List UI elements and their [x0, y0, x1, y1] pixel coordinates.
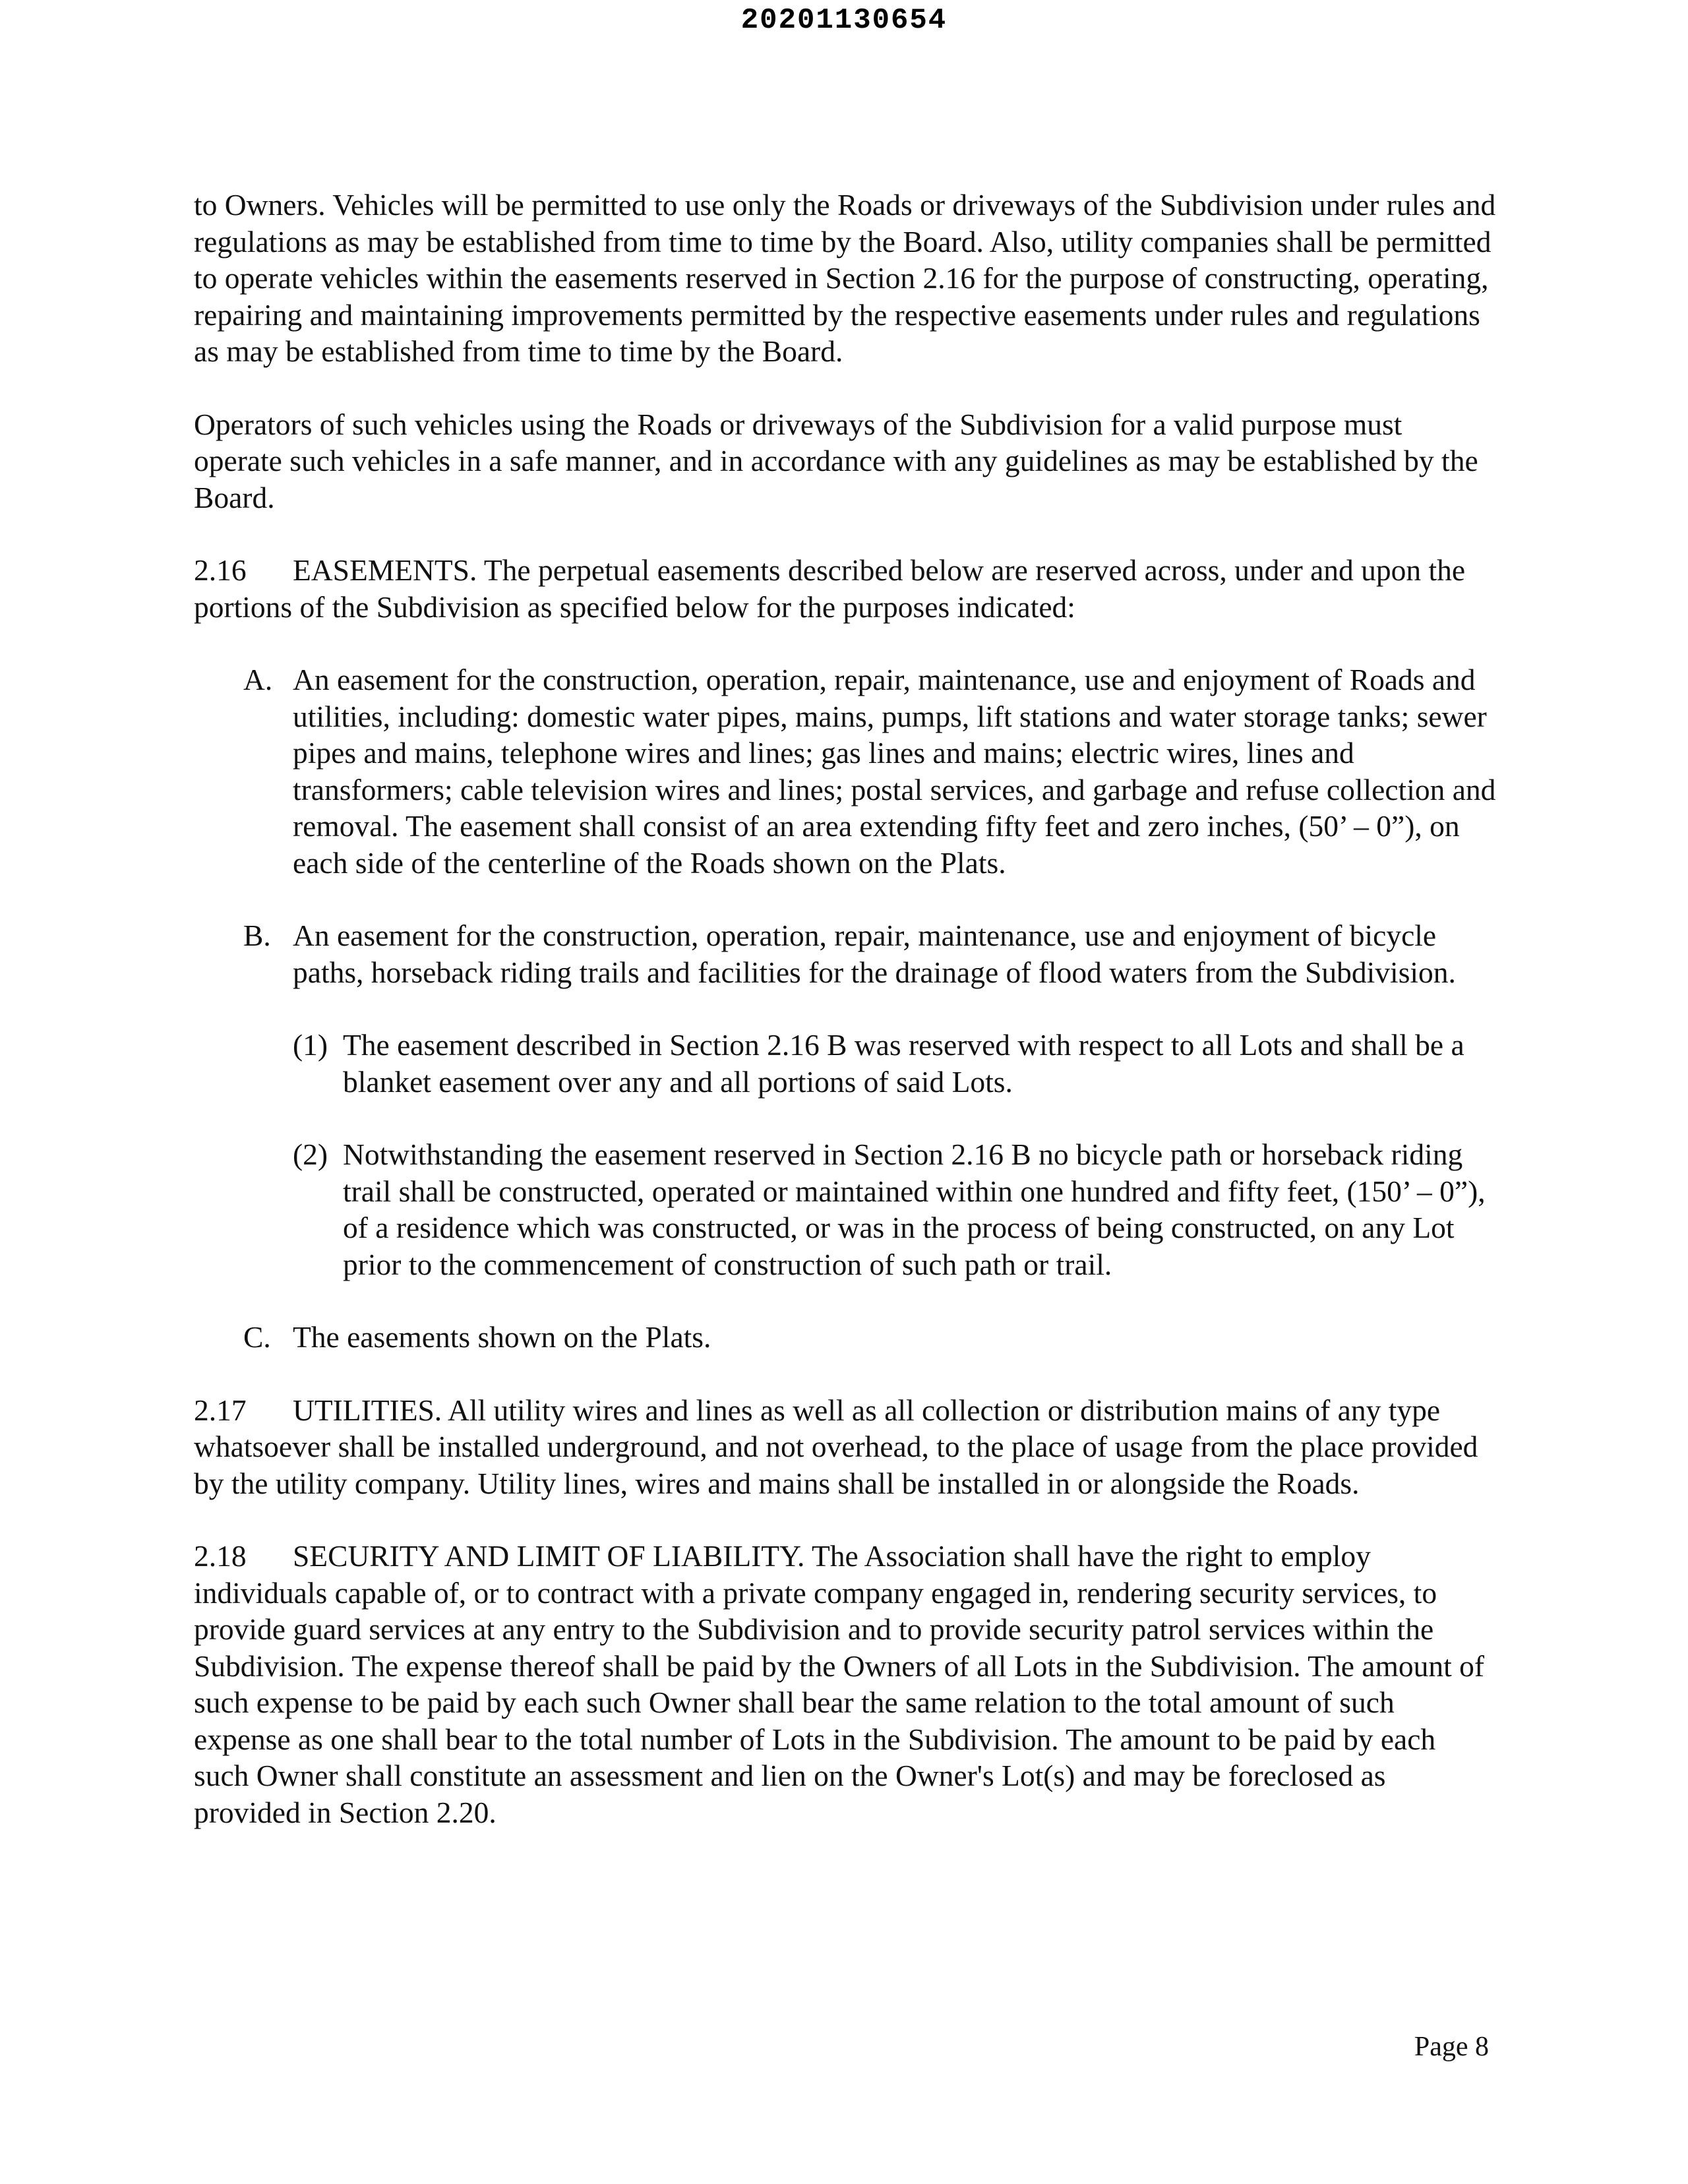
sub-list-marker: (2) — [293, 1138, 328, 1171]
list-marker: C. — [243, 1320, 271, 1354]
section-2-16 — [194, 552, 1496, 625]
sub-item-text: Notwithstanding the easement reserved in Section 2.16 B no bicycle path or horseback riding trail shall be constructed, operated or maintained within one hundred and fifty feet, (150’ – 0”), of a residence which was constructed, or was in the process of being constructed, on any Lot prior to the commencement of construction of such path or trail. — [343, 1138, 1486, 1281]
list-item-text: An easement for the construction, operation, repair, maintenance, use and enjoyment of Roads and utilities, including: domestic water pipes, mains, pumps, lift stations and water storage tanks; sewer pipes and mains, telephone wires and lines; gas lines and mains; electric wires, lines and transformers; cable television wires and lines; postal services, and garbage and refuse collection and removal. The easement shall consist of an area extending fifty feet and zero inches, (50’ – 0”), on each side of the centerline of the Roads shown on the Plats. — [293, 663, 1496, 880]
paragraph-vehicles: to Owners. Vehicles will be permitted to use only the Roads or driveways of the Subdivision under rules and regulations as may be established from time to time by the Board. Also, utility companies shall be permitted to operate vehicles within the easements reserved in Section 2.16 for the purpose of constructing, operating, repairing and maintaining improvements permitted by the respective easements under rules and regulations as may be established from time to time by the Board. — [194, 188, 1496, 368]
sub-list-marker: (1) — [293, 1028, 328, 1062]
sub-item-1 — [194, 1027, 1496, 1100]
list-item-text: The easements shown on the Plats. — [293, 1320, 711, 1354]
list-item-text: An easement for the construction, operation, repair, maintenance, use and enjoyment of bicycle paths, horseback riding trails and facilities for the drainage of flood waters from the Subdivision. — [293, 919, 1456, 989]
section-2-17 — [194, 1392, 1496, 1502]
section-number: 2.18 — [194, 1539, 247, 1573]
list-marker: B. — [243, 919, 271, 952]
list-item-c — [194, 1319, 1496, 1356]
document-number: 20201130654 — [740, 4, 948, 37]
list-item-b — [194, 917, 1496, 990]
section-text: UTILITIES. All utility wires and lines as well as all collection or distribution mains of any type whatsoever shall be installed underground, and not overhead, to the place of usage from the place provided by the utility company. Utility lines, wires and mains shall be installed in or alongside the Roads. — [194, 1393, 1478, 1500]
page-number: Page 8 — [1414, 2032, 1489, 2062]
list-marker: A. — [243, 663, 273, 696]
section-text: EASEMENTS. The perpetual easements described below are reserved across, under and upon the portions of the Subdivision as specified below for the purposes indicated: — [194, 553, 1466, 624]
section-number: 2.17 — [194, 1393, 247, 1427]
document-body — [194, 187, 1496, 1867]
sub-item-2 — [194, 1136, 1496, 1283]
paragraph-operators: Operators of such vehicles using the Roads or driveways of the Subdivision for a valid purpose must operate such vehicles in a safe manner, and in accordance with any guidelines as may be established by the Board. — [194, 407, 1478, 514]
list-item-a — [194, 661, 1496, 881]
section-number: 2.16 — [194, 553, 247, 587]
section-2-18 — [194, 1538, 1496, 1831]
section-text: SECURITY AND LIMIT OF LIABILITY. The Association shall have the right to employ individuals capable of, or to contract with a private company engaged in, rendering security services, to provide guard services at any entry to the Subdivision and to provide security patrol services within the Subdivision. The expense thereof shall be paid by the Owners of all Lots in the Subdivision. The amount of such expense to be paid by each such Owner shall bear the same relation to the total amount of such expense as one shall bear to the total number of Lots in the Subdivision. The amount to be paid by each such Owner shall constitute an assessment and lien on the Owner's Lot(s) and may be foreclosed as provided in Section 2.20. — [194, 1539, 1485, 1829]
sub-item-text: The easement described in Section 2.16 B was reserved with respect to all Lots and shall be a blanket easement over any and all portions of said Lots. — [343, 1028, 1464, 1099]
